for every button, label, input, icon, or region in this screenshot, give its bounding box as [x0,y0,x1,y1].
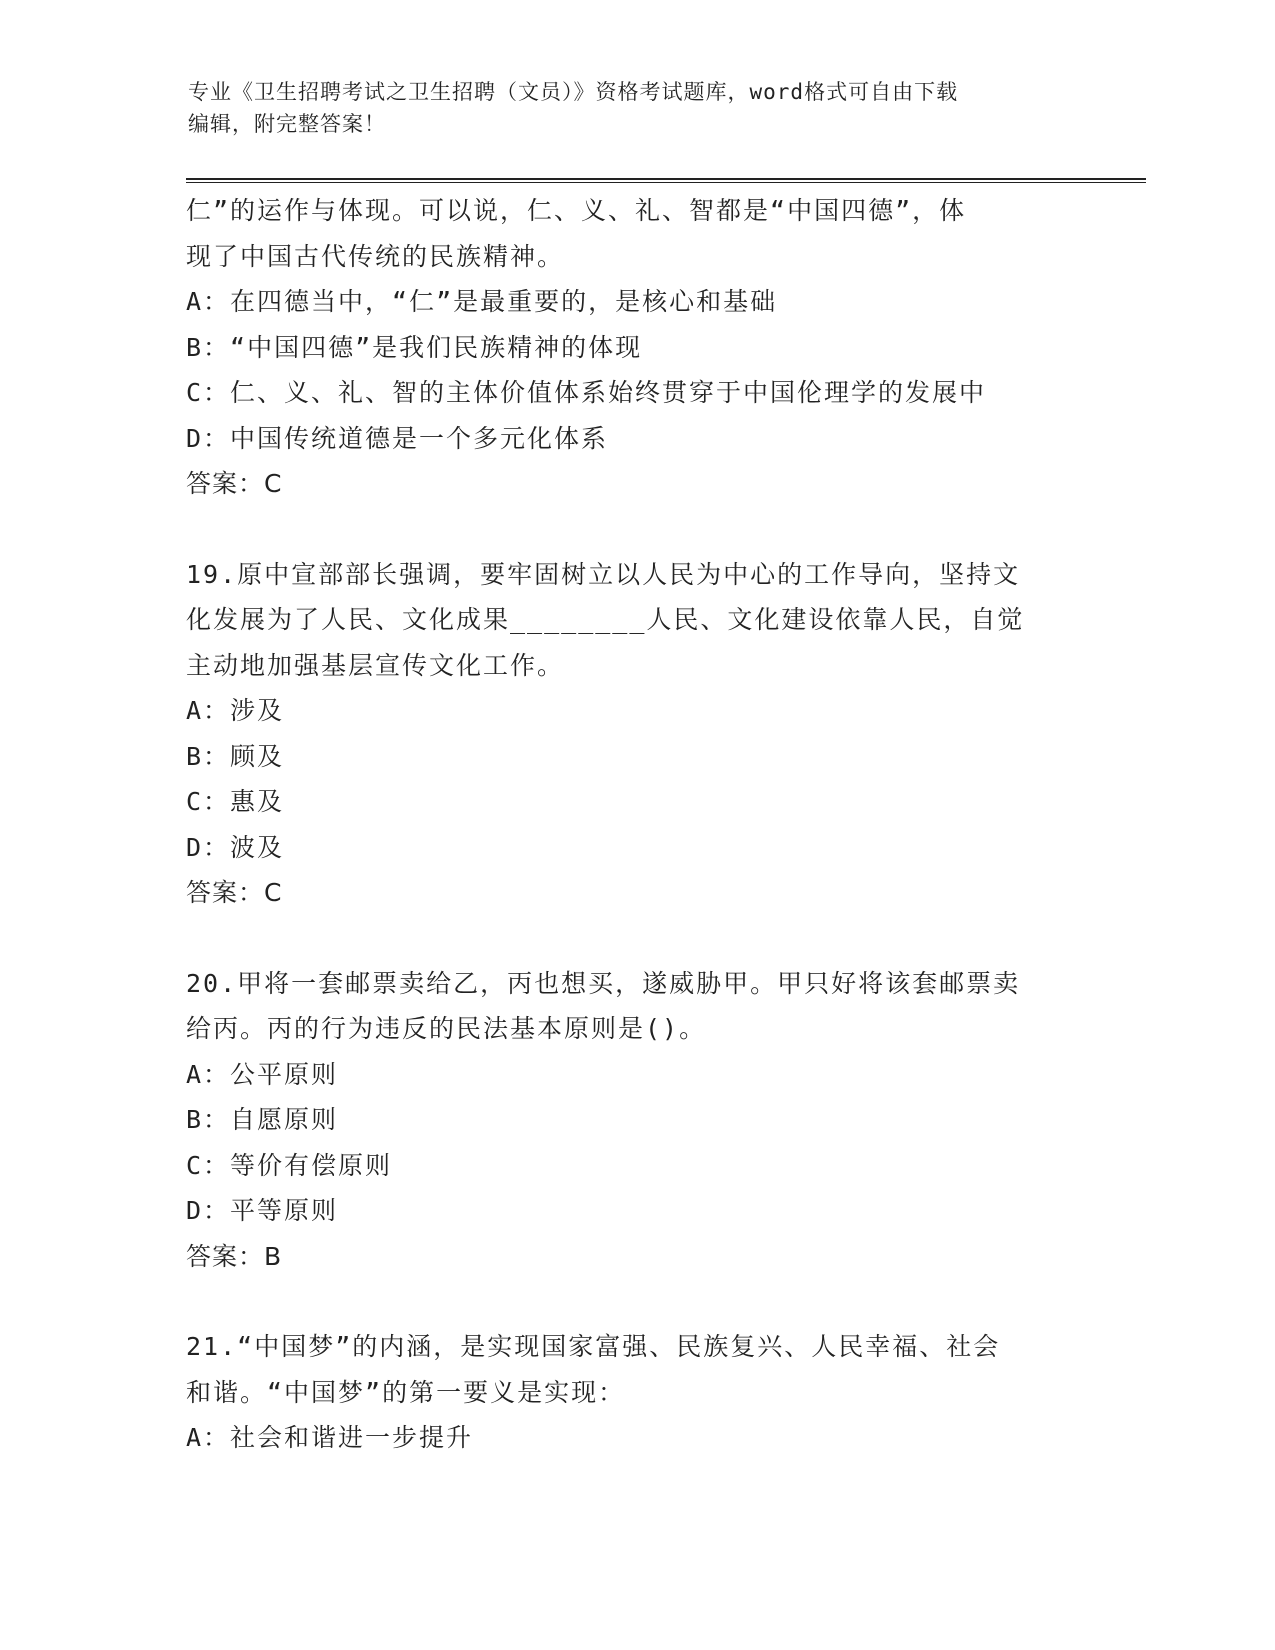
header-divider [186,178,1146,183]
question-21 [186,1324,1086,1461]
option-a: A：公平原则 [186,1059,339,1089]
answer-line: 答案：B [186,1241,283,1271]
page-header [188,76,1088,140]
option-a: A：社会和谐进一步提升 [186,1423,474,1452]
header-line-1: 专业《卫生招聘考试之卫生招聘（文员）》资格考试题库，word格式可自由下载 [188,80,959,104]
question-text-line: 20.甲将一套邮票卖给乙，丙也想买，遂威胁甲。甲只好将该套邮票卖 [186,968,1021,998]
option-c: C：惠及 [186,787,285,816]
question-text-line: 21.“中国梦”的内涵，是实现国家富强、民族复兴、人民幸福、社会 [186,1332,1001,1361]
answer-line: 答案：C [186,469,283,498]
option-c: C：等价有偿原则 [186,1150,393,1180]
question-text-line: 现了中国古代传统的民族精神。 [186,241,565,271]
question-text-line: 19.原中宣部部长强调，要牢固树立以人民为中心的工作导向，坚持文 [186,559,1021,589]
question-text-line: 化发展为了人民、文化成果________人民、文化建设依靠人民，自觉 [186,605,1025,634]
option-a: A：涉及 [186,696,285,725]
option-b: B：自愿原则 [186,1105,339,1134]
option-d: D：平等原则 [186,1196,339,1225]
question-list [186,188,1086,1461]
question-text-line: 给丙。丙的行为违反的民法基本原则是()。 [186,1014,707,1043]
option-a: A：在四德当中，“仁”是最重要的，是核心和基础 [186,287,778,316]
option-d: D：中国传统道德是一个多元化体系 [186,423,609,453]
question-text-line: 仁”的运作与体现。可以说，仁、义、礼、智都是“中国四德”，体 [186,196,967,225]
option-b: B：顾及 [186,741,285,771]
question-text-line: 主动地加强基层宣传文化工作。 [186,650,565,680]
header-line-2: 编辑，附完整答案！ [188,112,386,136]
option-c: C：仁、义、礼、智的主体价值体系始终贯穿于中国伦理学的发展中 [186,378,987,407]
question-20 [186,961,1086,1280]
question-text-line: 和谐。“中国梦”的第一要义是实现： [186,1377,626,1407]
question-19 [186,552,1086,916]
option-b: B：“中国四德”是我们民族精神的体现 [186,332,643,362]
option-d: D：波及 [186,832,285,862]
answer-line: 答案：C [186,878,283,907]
question-18 [186,188,1086,507]
